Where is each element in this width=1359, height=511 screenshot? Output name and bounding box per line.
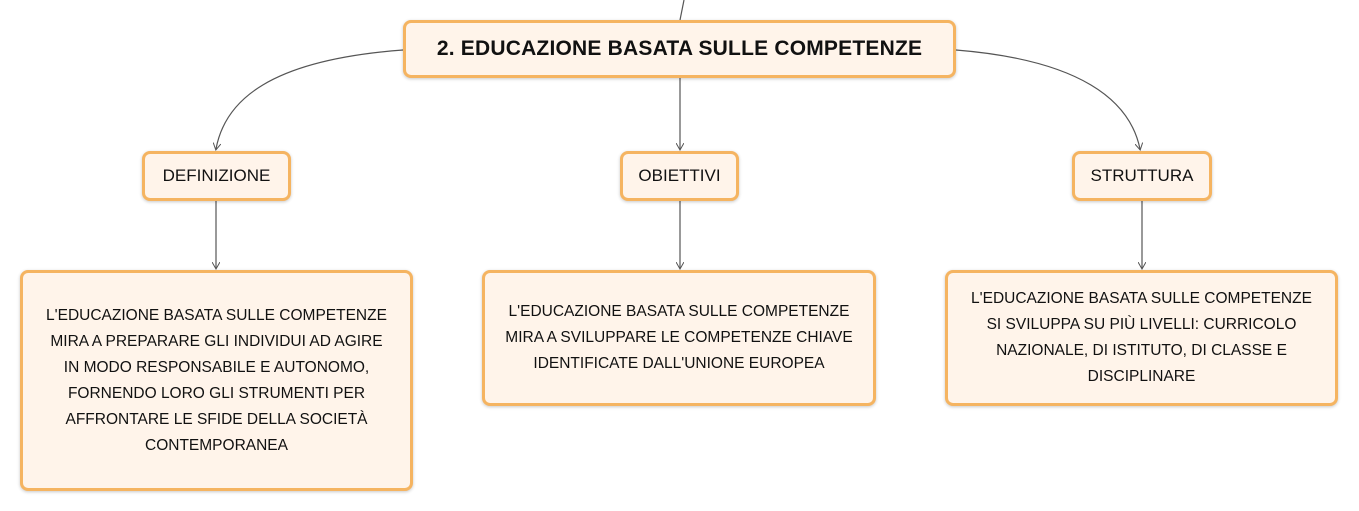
branch-node-definizione[interactable] — [142, 151, 291, 201]
connector-root-struttura — [956, 50, 1140, 149]
branch-label-obiettivi: OBIETTIVI — [638, 166, 721, 185]
connector-root-definizione — [216, 50, 403, 149]
parent-connector — [680, 0, 684, 20]
content-node-definizione[interactable] — [20, 270, 413, 491]
branch-label-definizione: DEFINIZIONE — [162, 166, 271, 185]
content-node-obiettivi[interactable] — [482, 270, 876, 406]
content-text-obiettivi: L'EDUCAZIONE BASATA SULLE COMPETENZE MIRA A SVILUPPARE LE COMPETENZE CHIAVE IDENTIFICATE DALL'UNIONE EUROPEA — [505, 303, 853, 372]
content-node-struttura[interactable] — [945, 270, 1338, 406]
branch-label-struttura: STRUTTURA — [1090, 166, 1194, 185]
branch-node-obiettivi[interactable] — [620, 151, 739, 201]
content-text-definizione: L'EDUCAZIONE BASATA SULLE COMPETENZE MIRA A PREPARARE GLI INDIVIDUI AD AGIRE IN MODO RESPONSABILE E AUTONOMO, FORNENDO LORO GLI STRUMENTI PER AFFRONTARE LE SFIDE DELLA SOCIETÀ CONTEMPORANEA — [46, 306, 387, 454]
branch-node-struttura[interactable] — [1072, 151, 1212, 201]
root-topic-node[interactable] — [403, 20, 956, 78]
root-topic-title: 2. EDUCAZIONE BASATA SULLE COMPETENZE — [436, 37, 923, 60]
content-text-struttura: L'EDUCAZIONE BASATA SULLE COMPETENZE SI SVILUPPA SU PIÙ LIVELLI: CURRICOLO NAZIONALE, DI ISTITUTO, DI CLASSE E DISCIPLINARE — [971, 290, 1312, 385]
